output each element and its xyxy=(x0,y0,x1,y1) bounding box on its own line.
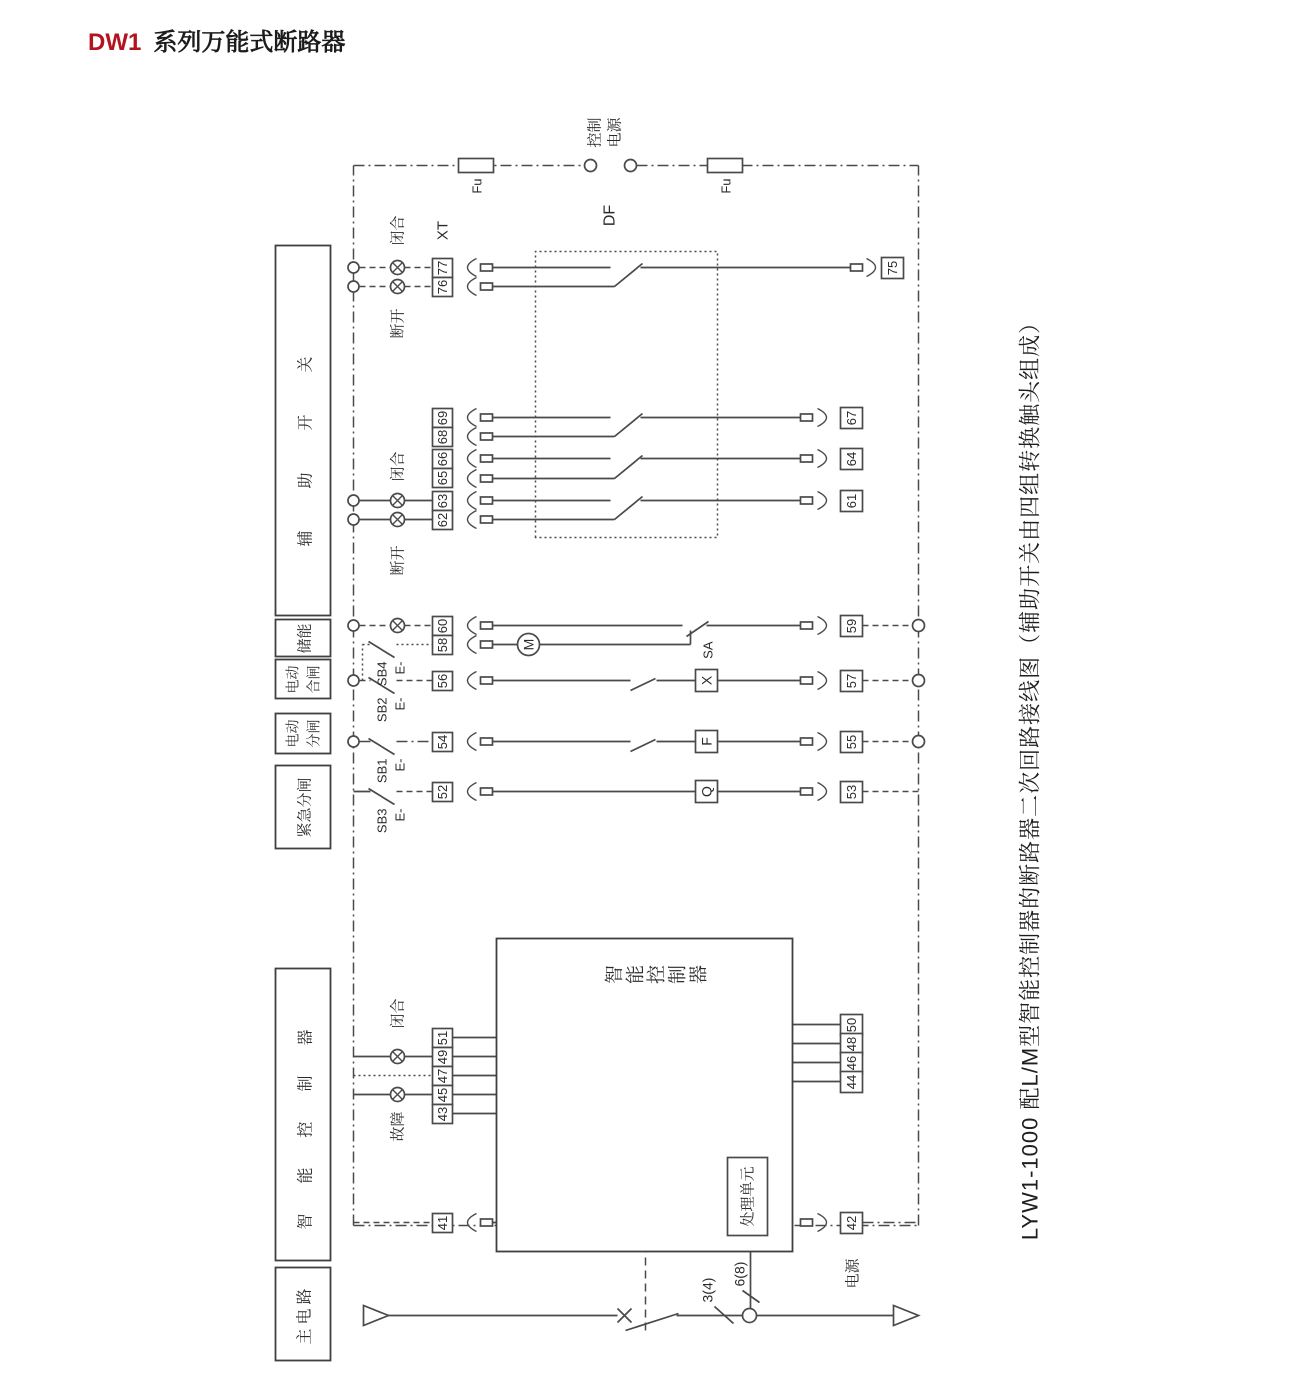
lamp-aux-closed-icon xyxy=(390,493,404,507)
svg-text:44: 44 xyxy=(843,1074,859,1089)
terminal-cell xyxy=(432,782,452,801)
fuse-1 xyxy=(458,158,493,172)
series-code: DW1 xyxy=(88,29,142,56)
svg-text:75: 75 xyxy=(884,260,900,275)
svg-text:57: 57 xyxy=(843,673,859,688)
svg-text:50: 50 xyxy=(843,1017,859,1032)
lamp-storage-icon xyxy=(390,618,404,632)
sb2-actuator: E- xyxy=(392,697,407,710)
fuse-2 xyxy=(707,158,742,172)
svg-text:控: 控 xyxy=(646,964,667,984)
sb4-actuator: E- xyxy=(392,661,407,674)
svg-text:49: 49 xyxy=(434,1049,450,1064)
section-motor-close-label2: 合闸 xyxy=(305,665,321,693)
closing-coil-label: X xyxy=(698,675,714,685)
busbar-arrow-top xyxy=(363,1305,388,1325)
charging-motor-label: M xyxy=(520,638,536,650)
terminal-cell xyxy=(432,408,452,427)
svg-text:智: 智 xyxy=(604,964,625,984)
control-power-terminal-1 xyxy=(584,159,596,171)
svg-text:55: 55 xyxy=(843,734,859,749)
terminal-cell xyxy=(432,468,452,487)
section-motor-open-box xyxy=(275,713,330,753)
svg-text:56: 56 xyxy=(434,673,450,688)
svg-text:64: 64 xyxy=(843,451,859,466)
terminal-box xyxy=(840,1071,862,1092)
svg-text:制: 制 xyxy=(667,964,688,984)
terminal-cell xyxy=(432,1028,452,1047)
terminal-cell xyxy=(432,510,452,529)
pole-count-label: 3(4) xyxy=(699,1277,715,1302)
terminal-cell xyxy=(432,1104,452,1123)
svg-text:52: 52 xyxy=(434,784,450,799)
sb1-label: SB1 xyxy=(374,758,389,783)
section-boxes xyxy=(275,245,330,1360)
terminal-cell xyxy=(432,491,452,510)
svg-text:48: 48 xyxy=(843,1036,859,1051)
svg-text:67: 67 xyxy=(843,410,859,425)
lamp-xt-open-icon xyxy=(390,279,404,293)
terminal-cell xyxy=(432,277,452,296)
aux-closed-label: 闭合 xyxy=(389,450,406,482)
svg-text:51: 51 xyxy=(434,1030,450,1045)
svg-text:器: 器 xyxy=(688,964,709,984)
terminal-cell xyxy=(432,671,452,690)
section-motor-open-label2: 分闸 xyxy=(305,719,321,747)
lamp-aux-open-icon xyxy=(390,512,404,526)
terminal-box xyxy=(881,257,903,278)
svg-text:53: 53 xyxy=(843,784,859,799)
svg-text:65: 65 xyxy=(434,470,450,485)
svg-text:61: 61 xyxy=(843,493,859,508)
terminal-cell xyxy=(432,1213,452,1232)
terminal-box xyxy=(840,1033,862,1054)
svg-text:42: 42 xyxy=(843,1215,859,1230)
controller-vertical-label xyxy=(603,964,709,983)
terminal-cell xyxy=(432,635,452,654)
terminal-box xyxy=(840,490,862,511)
sa-switch-label: SA xyxy=(700,641,715,659)
terminal-cell xyxy=(432,1085,452,1104)
aux-open-label: 断开 xyxy=(389,544,406,576)
terminal-box xyxy=(840,407,862,428)
section-emergency-open-label: 紧急分闸 xyxy=(296,776,313,838)
terminal-box xyxy=(840,1014,862,1035)
svg-text:43: 43 xyxy=(434,1106,450,1121)
sb1-actuator: E- xyxy=(392,758,407,771)
xt-closed-label: 闭合 xyxy=(389,214,406,246)
terminal-box xyxy=(840,670,862,691)
section-motor-open-label1: 电动 xyxy=(284,719,300,747)
svg-text:47: 47 xyxy=(434,1068,450,1083)
sb2-label: SB2 xyxy=(374,697,389,722)
svg-text:59: 59 xyxy=(843,618,859,633)
series-name: 系列万能式断路器 xyxy=(153,29,346,56)
svg-text:68: 68 xyxy=(434,429,450,444)
section-aux-switch-label: 辅助开关 xyxy=(297,313,314,547)
terminal-cell xyxy=(432,1047,452,1066)
terminal-box xyxy=(840,448,862,469)
terminal-box xyxy=(840,615,862,636)
xt-terminal-strip-label: XT xyxy=(434,220,451,240)
current-transformer-icon xyxy=(742,1308,756,1322)
terminal-strip-top xyxy=(432,258,452,1232)
svg-text:45: 45 xyxy=(434,1087,450,1102)
terminal-cell xyxy=(432,732,452,751)
df-aux-switch-block xyxy=(535,251,717,537)
svg-text:54: 54 xyxy=(434,734,450,749)
terminal-boxes-bottom xyxy=(840,257,903,1233)
svg-text:58: 58 xyxy=(434,637,450,652)
svg-text:41: 41 xyxy=(434,1215,450,1230)
sb3-actuator: E- xyxy=(392,808,407,821)
ctrl-fault-label: 故障 xyxy=(389,1110,406,1142)
svg-text:63: 63 xyxy=(434,493,450,508)
control-power-label2: 电源 xyxy=(606,116,623,147)
ct-wire-count-label: 6(8) xyxy=(731,1261,747,1286)
section-motor-close-box xyxy=(275,659,330,698)
fuse-1-label: Fu xyxy=(469,178,484,194)
svg-text:76: 76 xyxy=(434,279,450,294)
terminal-cell xyxy=(432,258,452,277)
svg-text:60: 60 xyxy=(434,618,450,633)
plug-contacts-top xyxy=(467,258,492,1231)
section-energy-storage-label: 储能 xyxy=(296,622,313,654)
svg-text:66: 66 xyxy=(434,451,450,466)
fuse-2-label: Fu xyxy=(718,178,733,194)
control-power-label1: 控制 xyxy=(586,116,603,147)
svg-text:62: 62 xyxy=(434,512,450,527)
lamp-xt-closed-icon xyxy=(390,260,404,274)
diagram-caption: LYW1-1000 配L/M型智能控制器的断路器二次回路接线图（辅助开关由四组转换触头组成） xyxy=(1017,310,1042,1240)
power-in-label: 电源 xyxy=(844,1257,861,1289)
section-controller-label: 智能控制器 xyxy=(297,998,314,1230)
sb4-label: SB4 xyxy=(374,661,389,686)
section-motor-close-label1: 电动 xyxy=(284,665,300,693)
control-power-terminal-2 xyxy=(624,159,636,171)
page-title xyxy=(88,22,345,57)
terminal-box xyxy=(840,1212,862,1233)
svg-text:46: 46 xyxy=(843,1055,859,1070)
emergency-coil-label: Q xyxy=(698,785,714,797)
processing-unit-label: 处理单元 xyxy=(739,1165,756,1227)
terminal-cell xyxy=(432,449,452,468)
terminal-cell xyxy=(432,1066,452,1085)
svg-text:77: 77 xyxy=(434,260,450,275)
plug-contacts-bottom xyxy=(800,258,875,1231)
terminal-box xyxy=(840,731,862,752)
terminal-box xyxy=(840,1052,862,1073)
terminal-cell xyxy=(432,427,452,446)
xt-open-label: 断开 xyxy=(389,307,406,339)
ctrl-closed-label: 闭合 xyxy=(389,997,406,1029)
svg-text:69: 69 xyxy=(434,410,450,425)
section-main-circuit-label: 主电路 xyxy=(296,1283,313,1345)
lamp-ctrl-fault-icon xyxy=(390,1087,404,1101)
df-label: DF xyxy=(601,204,618,226)
lamp-ctrl-closed-icon xyxy=(390,1049,404,1063)
sb3-label: SB3 xyxy=(374,808,389,833)
terminal-cell xyxy=(432,616,452,635)
svg-text:能: 能 xyxy=(625,964,646,984)
terminal-box xyxy=(840,781,862,802)
busbar-arrow-bottom xyxy=(893,1305,918,1325)
opening-coil-label: F xyxy=(698,736,714,746)
